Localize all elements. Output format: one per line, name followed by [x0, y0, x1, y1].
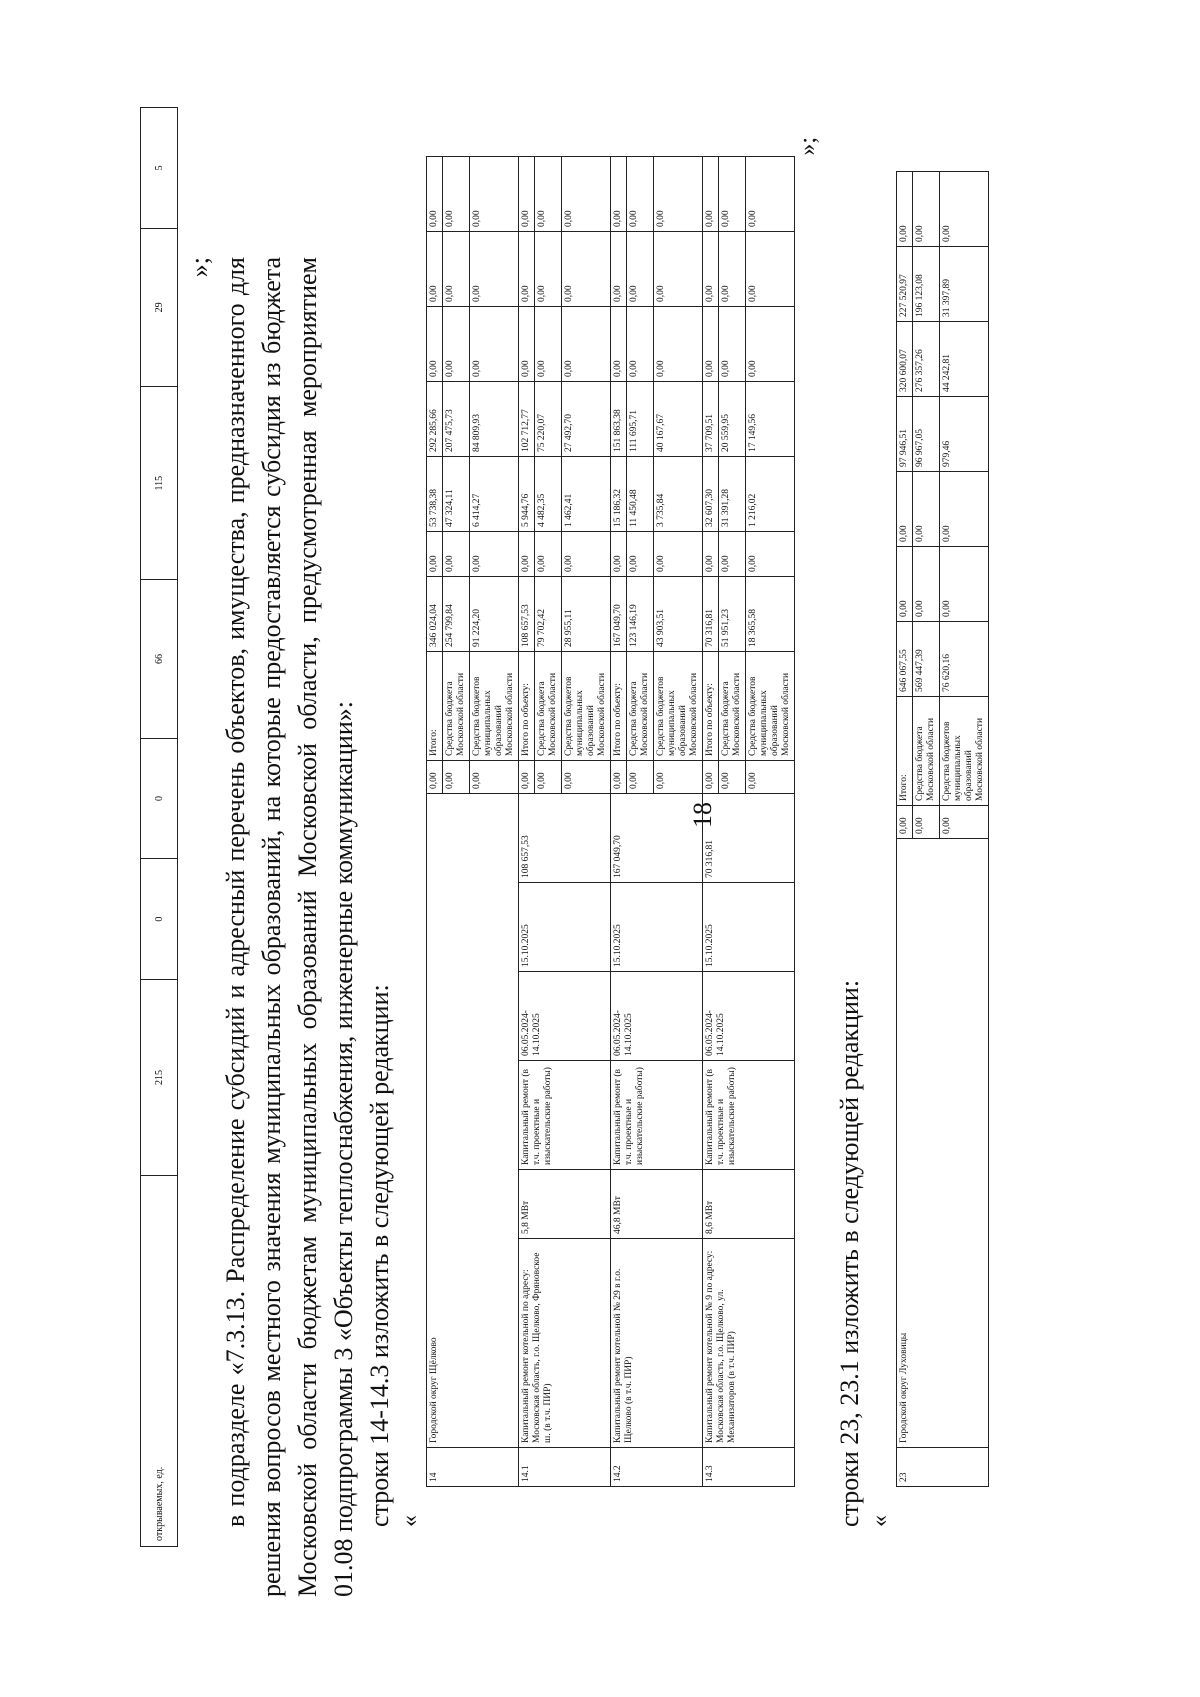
value-cell: 79 702,42: [535, 577, 562, 652]
value-cell: 292 285,66: [427, 382, 443, 457]
zero-cell: 0,00: [562, 761, 611, 794]
value-cell: 0,00: [519, 307, 535, 382]
value-cell: 0,00: [427, 532, 443, 577]
value-cell: 1 462,41: [562, 457, 611, 532]
value-cell: 0,00: [562, 307, 611, 382]
value-cell: 151 863,38: [611, 382, 627, 457]
value-cell: 108 657,53: [519, 577, 535, 652]
object-power: 5,8 МВт: [519, 1170, 611, 1239]
value-cell: 569 447,39: [913, 622, 940, 697]
total-cost: 108 657,53: [519, 794, 611, 883]
value-cell: 111 695,71: [627, 382, 654, 457]
value-cell: 51 951,23: [719, 577, 746, 652]
zero-cell: 0,00: [627, 761, 654, 794]
value-cell: 3 735,84: [654, 457, 703, 532]
value-cell: 0,00: [703, 157, 719, 232]
value-cell: 979,46: [940, 397, 989, 472]
value-cell: 0,00: [562, 232, 611, 307]
object-name: Капитальный ремонт котельной № 9 по адресу: Московская область, г.о. Щелково, ул. Механизаторов (в т.ч. ПИР): [703, 1239, 795, 1448]
value-cell: 11 450,48: [627, 457, 654, 532]
value-cell: 0,00: [611, 307, 627, 382]
table-cell: 115: [141, 387, 178, 580]
value-cell: 0,00: [470, 307, 519, 382]
table-cell: 0: [141, 738, 178, 859]
value-cell: 0,00: [703, 232, 719, 307]
value-cell: 196 123,08: [913, 247, 940, 322]
value-cell: 17 149,56: [746, 382, 795, 457]
table-cell: 66: [141, 580, 178, 738]
row-number: 14.3: [703, 1448, 795, 1487]
work-type: Капитальный ремонт (в т.ч. проектные и изыскательские работы): [611, 1061, 703, 1170]
group-name: Городской округ Щёлково: [427, 794, 519, 1448]
funding-source: Итого:: [427, 652, 443, 761]
paragraph-text: в подразделе «7.3.13. Распределение субсидий и адресный перечень объектов, имущества, предназначенного для решения вопросов местного значения муниципальных образований, на которые предоставляется субсидия из бюджета Московской области бюджетам муниципальных образований Московской области, предусмотренная мероприятием 01.08 подпрограммы 3 «Объекты теплоснабжения, инженерные коммуникации»:: [221, 257, 358, 1597]
value-cell: 1 216,02: [746, 457, 795, 532]
table-row: [141, 108, 178, 1547]
value-cell: 227 520,97: [897, 247, 913, 322]
zero-cell: 0,00: [746, 761, 795, 794]
value-cell: 84 809,93: [470, 382, 519, 457]
value-cell: 0,00: [913, 547, 940, 622]
table-cell: 29: [141, 228, 178, 386]
row-number: 14: [427, 1448, 519, 1487]
group-name: Городской округ Луховицы: [897, 839, 989, 1448]
page-number: 18: [688, 802, 717, 828]
funding-source: Средства бюджета Московской области: [443, 652, 470, 761]
row-label: открываемых, ед.: [141, 1176, 178, 1547]
table-row: [427, 157, 443, 1487]
instruction-line: строки 14-14.3 изложить в следующей редакции:: [365, 984, 394, 1527]
value-cell: 0,00: [719, 307, 746, 382]
top-summary-table: [140, 107, 178, 1547]
value-cell: 31 397,89: [940, 247, 989, 322]
object-name: Капитальный ремонт котельной по адресу: Московская область, г.о. Щелково, Фряновское ш. (в т.ч. ПИР): [519, 1239, 611, 1448]
value-cell: 167 049,70: [611, 577, 627, 652]
table-row: [703, 157, 719, 1487]
zero-cell: 0,00: [940, 806, 989, 839]
value-cell: 44 242,81: [940, 322, 989, 397]
opening-quote-2: «: [867, 1515, 893, 1527]
funding-source: Средства бюджета Московской области: [719, 652, 746, 761]
value-cell: 0,00: [470, 532, 519, 577]
table-row: [897, 172, 913, 1487]
value-cell: 0,00: [719, 157, 746, 232]
value-cell: 0,00: [443, 157, 470, 232]
value-cell: 0,00: [611, 232, 627, 307]
funding-source: Средства бюджетов муниципальных образований Московской области: [940, 697, 989, 806]
objects-table: [426, 156, 795, 1487]
work-type: Капитальный ремонт (в т.ч. проектные и изыскательские работы): [703, 1061, 795, 1170]
value-cell: 28 955,11: [562, 577, 611, 652]
zero-cell: 0,00: [654, 761, 703, 794]
value-cell: 0,00: [719, 532, 746, 577]
row-number: 23: [897, 1448, 989, 1487]
value-cell: 0,00: [519, 532, 535, 577]
value-cell: 0,00: [535, 157, 562, 232]
zero-cell: 0,00: [519, 761, 535, 794]
value-cell: 207 475,73: [443, 382, 470, 457]
value-cell: 0,00: [427, 307, 443, 382]
value-cell: 0,00: [746, 232, 795, 307]
value-cell: 0,00: [703, 307, 719, 382]
value-cell: 96 967,05: [913, 397, 940, 472]
value-cell: 0,00: [897, 472, 913, 547]
value-cell: 91 224,20: [470, 577, 519, 652]
value-cell: 76 620,16: [940, 622, 989, 697]
value-cell: 254 799,84: [443, 577, 470, 652]
value-cell: 4 482,35: [535, 457, 562, 532]
funding-source: Итого по объекту:: [611, 652, 627, 761]
table-row: [611, 157, 627, 1487]
zero-cell: 0,00: [703, 761, 719, 794]
value-cell: 53 738,38: [427, 457, 443, 532]
funding-source: Средства бюджетов муниципальных образований Московской области: [746, 652, 795, 761]
zero-cell: 0,00: [535, 761, 562, 794]
funding-source: Средства бюджетов муниципальных образований Московской области: [562, 652, 611, 761]
value-cell: 0,00: [746, 307, 795, 382]
value-cell: 0,00: [470, 232, 519, 307]
value-cell: 40 167,67: [654, 382, 703, 457]
amendment-paragraph: [182, 257, 362, 1597]
value-cell: 0,00: [913, 472, 940, 547]
work-dates: 06.05.2024-14.10.2025: [703, 972, 795, 1061]
value-cell: 31 391,28: [719, 457, 746, 532]
value-cell: 0,00: [703, 532, 719, 577]
value-cell: 320 600,07: [897, 322, 913, 397]
value-cell: 0,00: [535, 232, 562, 307]
zero-cell: 0,00: [913, 806, 940, 839]
end-date: 15.10.2025: [703, 883, 795, 972]
value-cell: 0,00: [443, 232, 470, 307]
object-name: Капитальный ремонт котельной № 29 в г.о. Щелково (в т.ч. ПИР): [611, 1239, 703, 1448]
end-date: 15.10.2025: [519, 883, 611, 972]
value-cell: 123 146,19: [627, 577, 654, 652]
value-cell: 646 067,55: [897, 622, 913, 697]
value-cell: 15 186,32: [611, 457, 627, 532]
value-cell: 0,00: [627, 532, 654, 577]
funding-source: Итого по объекту:: [703, 652, 719, 761]
value-cell: 0,00: [427, 232, 443, 307]
object-power: 8,6 МВт: [703, 1170, 795, 1239]
value-cell: 276 357,26: [913, 322, 940, 397]
value-cell: 0,00: [611, 157, 627, 232]
value-cell: 0,00: [519, 157, 535, 232]
instruction-line-2: строки 23, 23.1 изложить в следующей редакции:: [835, 979, 864, 1527]
value-cell: 0,00: [627, 157, 654, 232]
value-cell: 0,00: [427, 157, 443, 232]
value-cell: 97 946,51: [897, 397, 913, 472]
value-cell: 0,00: [940, 547, 989, 622]
value-cell: 6 414,27: [470, 457, 519, 532]
total-cost: 167 049,70: [611, 794, 703, 883]
zero-cell: 0,00: [611, 761, 627, 794]
value-cell: 0,00: [562, 532, 611, 577]
value-cell: 0,00: [940, 472, 989, 547]
value-cell: 0,00: [913, 172, 940, 247]
value-cell: 0,00: [746, 532, 795, 577]
funding-source: Средства бюджета Московской области: [627, 652, 654, 761]
total-cost: 70 316,81: [703, 794, 795, 883]
funding-source: Средства бюджетов муниципальных образований Московской области: [470, 652, 519, 761]
value-cell: 0,00: [562, 157, 611, 232]
funding-source: Средства бюджета Московской области: [913, 697, 940, 806]
table-row: [519, 157, 535, 1487]
zero-cell: 0,00: [427, 761, 443, 794]
value-cell: 0,00: [940, 172, 989, 247]
value-cell: 32 607,30: [703, 457, 719, 532]
zero-cell: 0,00: [443, 761, 470, 794]
value-cell: 0,00: [654, 157, 703, 232]
value-cell: 0,00: [611, 532, 627, 577]
value-cell: 0,00: [719, 232, 746, 307]
closing-quote: »;: [185, 257, 214, 278]
object-power: 46,8 МВт: [611, 1170, 703, 1239]
work-type: Капитальный ремонт (в т.ч. проектные и изыскательские работы): [519, 1061, 611, 1170]
funding-source: Итого по объекту:: [519, 652, 535, 761]
funding-source: Итого:: [897, 697, 913, 806]
value-cell: 0,00: [627, 232, 654, 307]
value-cell: 0,00: [897, 547, 913, 622]
table-cell: 5: [141, 108, 178, 229]
row-number: 14.1: [519, 1448, 611, 1487]
value-cell: 0,00: [897, 172, 913, 247]
zero-cell: 0,00: [719, 761, 746, 794]
work-dates: 06.05.2024-14.10.2025: [519, 972, 611, 1061]
value-cell: 37 709,51: [703, 382, 719, 457]
value-cell: 0,00: [654, 307, 703, 382]
value-cell: 0,00: [654, 532, 703, 577]
value-cell: 0,00: [443, 532, 470, 577]
zero-cell: 0,00: [470, 761, 519, 794]
zero-cell: 0,00: [897, 806, 913, 839]
value-cell: 0,00: [746, 157, 795, 232]
value-cell: 75 220,07: [535, 382, 562, 457]
page-content: [140, 97, 989, 1597]
value-cell: 47 324,11: [443, 457, 470, 532]
end-date: 15.10.2025: [611, 883, 703, 972]
value-cell: 18 365,58: [746, 577, 795, 652]
value-cell: 20 559,95: [719, 382, 746, 457]
value-cell: 346 024,04: [427, 577, 443, 652]
funding-source: Средства бюджета Московской области: [535, 652, 562, 761]
value-cell: 0,00: [654, 232, 703, 307]
table-cell: 0: [141, 859, 178, 980]
value-cell: 0,00: [535, 532, 562, 577]
value-cell: 43 903,51: [654, 577, 703, 652]
value-cell: 0,00: [443, 307, 470, 382]
funding-source: Средства бюджетов муниципальных образований Московской области: [654, 652, 703, 761]
value-cell: 0,00: [627, 307, 654, 382]
value-cell: 0,00: [470, 157, 519, 232]
opening-quote: «: [397, 1515, 423, 1527]
table-closing-quote: »;: [795, 137, 821, 156]
value-cell: 27 492,70: [562, 382, 611, 457]
value-cell: 5 944,76: [519, 457, 535, 532]
value-cell: 0,00: [519, 232, 535, 307]
row-number: 14.2: [611, 1448, 703, 1487]
value-cell: 102 712,77: [519, 382, 535, 457]
value-cell: 70 316,81: [703, 577, 719, 652]
work-dates: 06.05.2024-14.10.2025: [611, 972, 703, 1061]
luhovitsy-table: [896, 171, 989, 1487]
value-cell: 0,00: [535, 307, 562, 382]
table-cell: 215: [141, 979, 178, 1175]
